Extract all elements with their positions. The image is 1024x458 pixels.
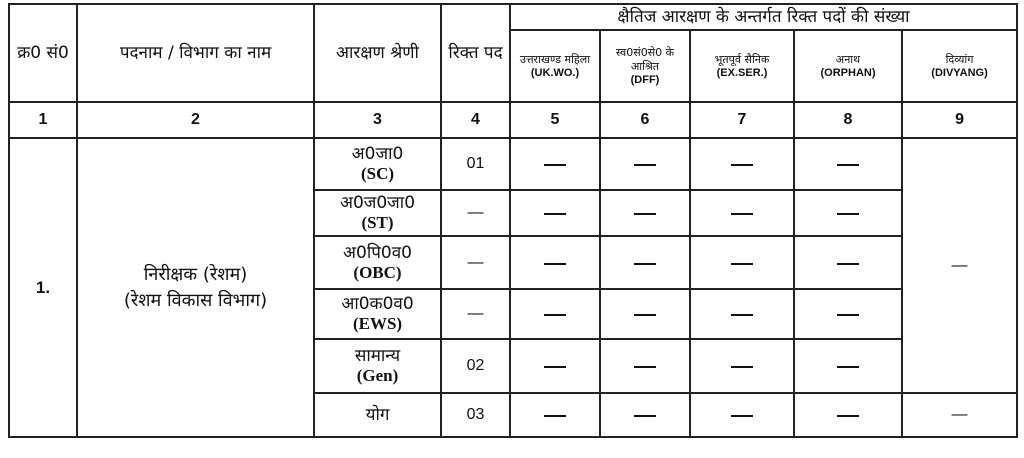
category-en: (ST) — [361, 213, 394, 232]
category-cell — [314, 190, 441, 236]
dash-cell — [600, 289, 690, 339]
category-hi: अ0ज0जा0 — [339, 193, 416, 213]
dash-cell — [600, 138, 690, 190]
header-uk-women-hi: उत्तराखण्ड महिला — [519, 53, 591, 66]
col-number: 4 — [441, 102, 510, 138]
dash-cell — [690, 236, 794, 289]
vacancy-value: — — [441, 289, 510, 339]
col-number: 2 — [77, 102, 314, 138]
dash-cell — [690, 138, 794, 190]
category-hi: सामान्य — [354, 346, 401, 366]
dash-cell — [794, 393, 902, 437]
dash-cell — [690, 289, 794, 339]
dash-cell — [794, 339, 902, 393]
col-number: 9 — [902, 102, 1017, 138]
dash-cell — [690, 393, 794, 437]
dash-cell — [794, 190, 902, 236]
header-serial: क्र0 सं0 — [9, 4, 77, 102]
header-ex-servicemen-hi: भूतपूर्व सैनिक — [714, 53, 770, 66]
dash-cell — [600, 190, 690, 236]
dash-cell — [690, 339, 794, 393]
category-en: (SC) — [360, 164, 395, 183]
dash-cell — [690, 190, 794, 236]
category-en: (OBC) — [353, 262, 402, 282]
category-en: (EWS) — [352, 314, 403, 333]
category-hi: आ0क0व0 — [341, 294, 414, 314]
col-number: 1 — [9, 102, 77, 138]
category-hi: अ0जा0 — [351, 144, 404, 164]
header-orphan-en: (ORPHAN) — [820, 67, 876, 79]
header-horizontal-reservation: क्षैतिज आरक्षण के अन्तर्गत रिक्त पदों की संख्या — [510, 4, 1017, 30]
vacancy-table — [8, 3, 1018, 438]
header-dff — [600, 30, 690, 102]
col-number: 7 — [690, 102, 794, 138]
category-cell — [314, 289, 441, 339]
vacancy-value: — — [441, 190, 510, 236]
dash-cell — [794, 289, 902, 339]
dash-cell — [794, 236, 902, 289]
dash-cell — [510, 236, 600, 289]
header-post-department: पदनाम / विभाग का नाम — [77, 4, 314, 102]
header-divyang-hi: दिव्यांग — [945, 53, 974, 66]
header-orphan-hi: अनाथ — [835, 53, 861, 66]
dash-cell — [510, 339, 600, 393]
department-name: (रेशम विकास विभाग) — [123, 289, 268, 311]
dash-cell — [510, 289, 600, 339]
col-number: 6 — [600, 102, 690, 138]
serial-number: 1. — [9, 138, 77, 437]
vacancy-value: 01 — [441, 138, 510, 190]
header-divyang-en: (DIVYANG) — [931, 67, 988, 79]
header-orphan — [794, 30, 902, 102]
dash-cell — [600, 393, 690, 437]
header-ex-servicemen — [690, 30, 794, 102]
header-divyang — [902, 30, 1017, 102]
category-cell — [314, 339, 441, 393]
vacancy-value: — — [441, 236, 510, 289]
header-dff-hi: स्व0सं0से0 के आश्रित — [615, 46, 675, 73]
header-dff-en: (DFF) — [630, 74, 660, 86]
header-uk-women — [510, 30, 600, 102]
table-row — [9, 138, 1017, 190]
dash-cell — [600, 236, 690, 289]
col-number: 3 — [314, 102, 441, 138]
category-en: (Gen) — [356, 366, 399, 385]
dash-cell — [510, 138, 600, 190]
post-name: निरीक्षक (रेशम) — [143, 263, 248, 285]
divyang-total: — — [902, 393, 1017, 437]
dash-cell — [510, 393, 600, 437]
post-cell — [77, 138, 314, 437]
header-ex-servicemen-en: (EX.SER.) — [716, 67, 768, 79]
vacancy-value: 02 — [441, 339, 510, 393]
header-vacant-posts: रिक्त पद — [441, 4, 510, 102]
dash-cell — [794, 138, 902, 190]
header-uk-women-en: (UK.WO.) — [530, 67, 580, 79]
header-reservation-category: आरक्षण श्रेणी — [314, 4, 441, 102]
category-total: योग — [365, 405, 390, 425]
dash-cell — [600, 339, 690, 393]
column-number-row — [9, 102, 1017, 138]
category-cell — [314, 138, 441, 190]
dash-cell — [510, 190, 600, 236]
category-hi: अ0पि0व0 — [343, 242, 412, 263]
header-row-1 — [9, 4, 1017, 30]
category-cell — [314, 236, 441, 289]
col-number: 5 — [510, 102, 600, 138]
divyang-value: — — [902, 138, 1017, 393]
col-number: 8 — [794, 102, 902, 138]
vacancy-total: 03 — [441, 393, 510, 437]
category-cell — [314, 393, 441, 437]
